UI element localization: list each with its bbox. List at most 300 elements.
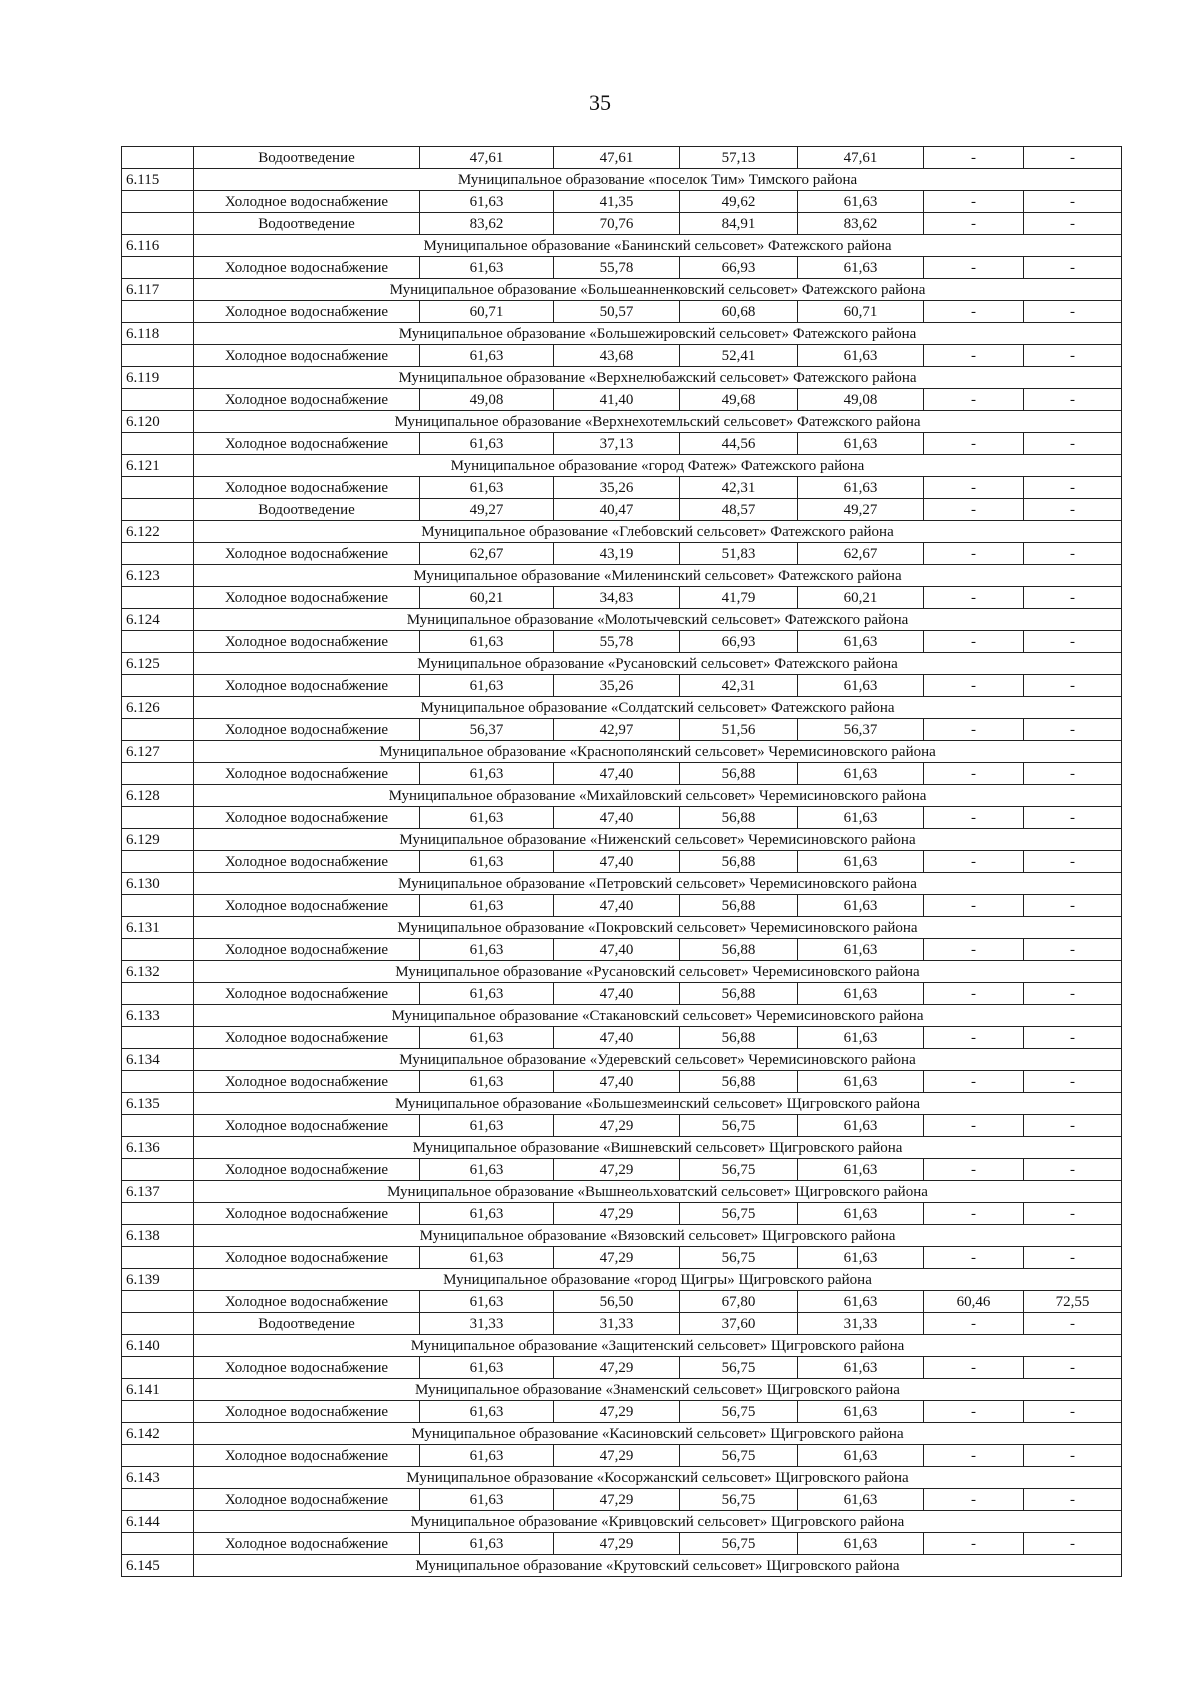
tariff-value: - (924, 345, 1024, 367)
row-number (122, 1401, 194, 1423)
tariff-value: - (924, 675, 1024, 697)
service-name: Холодное водоснабжение (194, 543, 420, 565)
tariff-value: 56,75 (680, 1445, 798, 1467)
row-number (122, 543, 194, 565)
tariff-value: 31,33 (798, 1313, 924, 1335)
tariff-value: - (924, 1203, 1024, 1225)
tariff-value: 31,33 (420, 1313, 554, 1335)
row-number (122, 433, 194, 455)
tariff-value: - (924, 543, 1024, 565)
row-number (122, 1159, 194, 1181)
tariff-value: 61,63 (420, 1027, 554, 1049)
row-number (122, 389, 194, 411)
service-row (122, 807, 1122, 829)
municipality-row (122, 653, 1122, 675)
row-number: 6.140 (122, 1335, 194, 1357)
municipality-row (122, 279, 1122, 301)
tariff-value: 61,63 (798, 433, 924, 455)
tariff-value: - (1024, 345, 1122, 367)
municipality-row (122, 1225, 1122, 1247)
tariff-value: - (924, 1445, 1024, 1467)
service-name: Холодное водоснабжение (194, 301, 420, 323)
municipality-row (122, 829, 1122, 851)
tariff-value: 61,63 (798, 1115, 924, 1137)
tariff-value: 61,63 (420, 807, 554, 829)
service-name: Холодное водоснабжение (194, 257, 420, 279)
tariff-value: 61,63 (798, 631, 924, 653)
tariff-value: 41,35 (554, 191, 680, 213)
service-row (122, 1533, 1122, 1555)
tariff-value: - (1024, 1533, 1122, 1555)
tariff-value: - (924, 1115, 1024, 1137)
municipality-row (122, 235, 1122, 257)
tariff-value: 49,27 (798, 499, 924, 521)
tariff-value: 52,41 (680, 345, 798, 367)
row-number (122, 1247, 194, 1269)
municipality-title: Муниципальное образование «Русановский сельсовет» Черемисиновского района (194, 961, 1122, 983)
tariff-value: - (1024, 939, 1122, 961)
tariff-value: - (924, 389, 1024, 411)
municipality-row (122, 1511, 1122, 1533)
row-number (122, 675, 194, 697)
municipality-row (122, 1423, 1122, 1445)
municipality-title: Муниципальное образование «Вишневский сельсовет» Щигровского района (194, 1137, 1122, 1159)
tariff-value: - (924, 301, 1024, 323)
tariff-value: - (924, 939, 1024, 961)
tariff-value: 84,91 (680, 213, 798, 235)
service-row (122, 1115, 1122, 1137)
tariff-value: 67,80 (680, 1291, 798, 1313)
service-row (122, 983, 1122, 1005)
tariff-value: - (1024, 587, 1122, 609)
service-name: Холодное водоснабжение (194, 1291, 420, 1313)
tariff-value: 56,75 (680, 1247, 798, 1269)
tariff-value: 47,29 (554, 1203, 680, 1225)
tariff-value: - (1024, 191, 1122, 213)
tariff-value: 61,63 (798, 807, 924, 829)
tariff-value: - (1024, 499, 1122, 521)
municipality-row (122, 521, 1122, 543)
municipality-title: Муниципальное образование «Ниженский сельсовет» Черемисиновского района (194, 829, 1122, 851)
municipality-title: Муниципальное образование «город Фатеж» Фатежского района (194, 455, 1122, 477)
municipality-row (122, 1555, 1122, 1577)
row-number: 6.141 (122, 1379, 194, 1401)
service-name: Холодное водоснабжение (194, 719, 420, 741)
row-number: 6.133 (122, 1005, 194, 1027)
tariff-value: 83,62 (798, 213, 924, 235)
service-row (122, 719, 1122, 741)
tariff-value: - (1024, 1357, 1122, 1379)
row-number: 6.122 (122, 521, 194, 543)
tariff-value: 61,63 (798, 1357, 924, 1379)
tariff-value: 72,55 (1024, 1291, 1122, 1313)
municipality-row (122, 917, 1122, 939)
municipality-row (122, 1093, 1122, 1115)
municipality-row (122, 411, 1122, 433)
service-name: Холодное водоснабжение (194, 675, 420, 697)
tariff-value: - (924, 631, 1024, 653)
tariff-value: 61,63 (420, 1291, 554, 1313)
tariff-value: - (1024, 807, 1122, 829)
tariff-value: 56,75 (680, 1401, 798, 1423)
tariff-value: 56,88 (680, 851, 798, 873)
tariff-value: - (924, 499, 1024, 521)
municipality-title: Муниципальное образование «Солдатский сельсовет» Фатежского района (194, 697, 1122, 719)
tariff-value: 61,63 (798, 1247, 924, 1269)
tariff-value: 49,62 (680, 191, 798, 213)
service-row (122, 1203, 1122, 1225)
tariff-value: 35,26 (554, 675, 680, 697)
tariff-value: 61,63 (420, 1115, 554, 1137)
service-row (122, 895, 1122, 917)
row-number (122, 1027, 194, 1049)
row-number: 6.124 (122, 609, 194, 631)
municipality-title: Муниципальное образование «Кривцовский сельсовет» Щигровского района (194, 1511, 1122, 1533)
tariff-value: 56,88 (680, 983, 798, 1005)
municipality-title: Муниципальное образование «Верхнелюбажский сельсовет» Фатежского района (194, 367, 1122, 389)
page-number: 35 (589, 90, 611, 115)
service-name: Холодное водоснабжение (194, 851, 420, 873)
tariff-value: 61,63 (798, 477, 924, 499)
row-number: 6.120 (122, 411, 194, 433)
municipality-row (122, 1379, 1122, 1401)
row-number (122, 895, 194, 917)
tariff-value: 47,40 (554, 807, 680, 829)
tariff-value: 66,93 (680, 257, 798, 279)
tariff-value: 34,83 (554, 587, 680, 609)
row-number (122, 719, 194, 741)
municipality-row (122, 565, 1122, 587)
tariff-value: 61,63 (420, 191, 554, 213)
service-name: Холодное водоснабжение (194, 1533, 420, 1555)
service-name: Водоотведение (194, 213, 420, 235)
tariff-value: 47,29 (554, 1489, 680, 1511)
municipality-row (122, 785, 1122, 807)
row-number (122, 213, 194, 235)
service-row (122, 499, 1122, 521)
tariff-value: - (1024, 719, 1122, 741)
tariff-value: - (1024, 1401, 1122, 1423)
tariff-value: 41,79 (680, 587, 798, 609)
municipality-title: Муниципальное образование «Защитенский сельсовет» Щигровского района (194, 1335, 1122, 1357)
service-row (122, 939, 1122, 961)
tariff-value: 47,29 (554, 1445, 680, 1467)
municipality-title: Муниципальное образование «Касиновский сельсовет» Щигровского района (194, 1423, 1122, 1445)
tariff-value: 44,56 (680, 433, 798, 455)
municipality-title: Муниципальное образование «Банинский сельсовет» Фатежского района (194, 235, 1122, 257)
tariff-value: 61,63 (798, 1203, 924, 1225)
tariff-value: 56,88 (680, 939, 798, 961)
tariff-value: - (1024, 1489, 1122, 1511)
service-name: Холодное водоснабжение (194, 939, 420, 961)
tariff-value: 61,63 (798, 1071, 924, 1093)
municipality-row (122, 1181, 1122, 1203)
municipality-title: Муниципальное образование «город Щигры» Щигровского района (194, 1269, 1122, 1291)
tariff-value: 70,76 (554, 213, 680, 235)
municipality-title: Муниципальное образование «Вязовский сельсовет» Щигровского района (194, 1225, 1122, 1247)
tariff-value: 42,97 (554, 719, 680, 741)
tariff-value: - (1024, 1159, 1122, 1181)
service-name: Холодное водоснабжение (194, 587, 420, 609)
tariff-table-body (122, 147, 1122, 1577)
municipality-title: Муниципальное образование «Крутовский сельсовет» Щигровского района (194, 1555, 1122, 1577)
tariff-value: 47,40 (554, 939, 680, 961)
row-number (122, 477, 194, 499)
municipality-row (122, 1269, 1122, 1291)
tariff-value: 61,63 (798, 895, 924, 917)
tariff-value: 43,68 (554, 345, 680, 367)
tariff-value: - (1024, 631, 1122, 653)
tariff-value: - (924, 147, 1024, 169)
tariff-value: 47,29 (554, 1533, 680, 1555)
tariff-value: 61,63 (798, 983, 924, 1005)
tariff-value: 47,40 (554, 851, 680, 873)
row-number (122, 807, 194, 829)
tariff-value: - (924, 587, 1024, 609)
tariff-value: 61,63 (798, 1027, 924, 1049)
municipality-title: Муниципальное образование «Глебовский сельсовет» Фатежского района (194, 521, 1122, 543)
municipality-title: Муниципальное образование «Знаменский сельсовет» Щигровского района (194, 1379, 1122, 1401)
service-row (122, 1445, 1122, 1467)
tariff-value: 61,63 (798, 675, 924, 697)
tariff-value: 61,63 (420, 433, 554, 455)
row-number (122, 1203, 194, 1225)
municipality-title: Муниципальное образование «Покровский сельсовет» Черемисиновского района (194, 917, 1122, 939)
tariff-value: 49,27 (420, 499, 554, 521)
service-row (122, 1291, 1122, 1313)
tariff-value: 56,37 (420, 719, 554, 741)
municipality-row (122, 323, 1122, 345)
row-number (122, 1445, 194, 1467)
municipality-row (122, 169, 1122, 191)
tariff-value: 66,93 (680, 631, 798, 653)
tariff-value: 56,88 (680, 1071, 798, 1093)
municipality-row (122, 455, 1122, 477)
municipality-title: Муниципальное образование «Большежировский сельсовет» Фатежского района (194, 323, 1122, 345)
service-name: Холодное водоснабжение (194, 983, 420, 1005)
tariff-value: 60,71 (798, 301, 924, 323)
service-row (122, 763, 1122, 785)
municipality-title: Муниципальное образование «Стакановский сельсовет» Черемисиновского района (194, 1005, 1122, 1027)
row-number: 6.126 (122, 697, 194, 719)
tariff-value: 61,63 (420, 1203, 554, 1225)
tariff-value: - (1024, 983, 1122, 1005)
row-number: 6.132 (122, 961, 194, 983)
tariff-value: 47,29 (554, 1247, 680, 1269)
municipality-row (122, 741, 1122, 763)
tariff-value: - (1024, 851, 1122, 873)
tariff-value: 56,75 (680, 1115, 798, 1137)
tariff-value: - (1024, 213, 1122, 235)
tariff-value: - (924, 257, 1024, 279)
row-number (122, 1357, 194, 1379)
row-number (122, 499, 194, 521)
tariff-value: 61,63 (798, 1445, 924, 1467)
tariff-value: 56,50 (554, 1291, 680, 1313)
service-row (122, 543, 1122, 565)
tariff-value: 61,63 (798, 763, 924, 785)
municipality-row (122, 1049, 1122, 1071)
service-name: Холодное водоснабжение (194, 389, 420, 411)
tariff-value: 56,88 (680, 1027, 798, 1049)
row-number: 6.135 (122, 1093, 194, 1115)
service-name: Холодное водоснабжение (194, 1203, 420, 1225)
service-row (122, 1159, 1122, 1181)
tariff-value: - (1024, 147, 1122, 169)
tariff-value: 61,63 (798, 1401, 924, 1423)
service-row (122, 257, 1122, 279)
tariff-value: - (1024, 1247, 1122, 1269)
row-number: 6.139 (122, 1269, 194, 1291)
row-number: 6.121 (122, 455, 194, 477)
municipality-title: Муниципальное образование «Михайловский сельсовет» Черемисиновского района (194, 785, 1122, 807)
tariff-value: 41,40 (554, 389, 680, 411)
row-number (122, 191, 194, 213)
tariff-value: 47,40 (554, 1027, 680, 1049)
service-row (122, 1357, 1122, 1379)
municipality-row (122, 367, 1122, 389)
tariff-value: 49,08 (798, 389, 924, 411)
tariff-value: - (924, 807, 1024, 829)
tariff-value: 61,63 (420, 675, 554, 697)
tariff-value: 56,75 (680, 1489, 798, 1511)
tariff-value: - (1024, 1445, 1122, 1467)
tariff-value: 61,63 (420, 1071, 554, 1093)
tariff-value: 56,88 (680, 807, 798, 829)
tariff-value: - (924, 1071, 1024, 1093)
tariff-value: - (924, 1159, 1024, 1181)
tariff-table (121, 146, 1122, 1577)
tariff-value: 61,63 (420, 1159, 554, 1181)
tariff-value: 37,13 (554, 433, 680, 455)
tariff-value: 56,88 (680, 895, 798, 917)
service-row (122, 1489, 1122, 1511)
tariff-value: - (924, 719, 1024, 741)
municipality-title: Муниципальное образование «Молотычевский сельсовет» Фатежского района (194, 609, 1122, 631)
tariff-value: - (1024, 301, 1122, 323)
service-name: Водоотведение (194, 147, 420, 169)
service-name: Холодное водоснабжение (194, 1357, 420, 1379)
service-name: Холодное водоснабжение (194, 1115, 420, 1137)
service-row (122, 213, 1122, 235)
service-name: Холодное водоснабжение (194, 631, 420, 653)
tariff-value: 61,63 (798, 1159, 924, 1181)
row-number (122, 147, 194, 169)
row-number (122, 1115, 194, 1137)
tariff-value: 47,29 (554, 1401, 680, 1423)
tariff-value: 60,68 (680, 301, 798, 323)
tariff-value: 61,63 (798, 851, 924, 873)
service-name: Холодное водоснабжение (194, 763, 420, 785)
municipality-title: Муниципальное образование «Петровский сельсовет» Черемисиновского района (194, 873, 1122, 895)
tariff-value: - (1024, 763, 1122, 785)
row-number (122, 1489, 194, 1511)
row-number: 6.115 (122, 169, 194, 191)
tariff-value: 61,63 (798, 1533, 924, 1555)
tariff-value: 61,63 (798, 939, 924, 961)
tariff-value: 61,63 (420, 983, 554, 1005)
tariff-value: - (924, 213, 1024, 235)
municipality-row (122, 1335, 1122, 1357)
tariff-value: - (924, 895, 1024, 917)
municipality-title: Муниципальное образование «Миленинский сельсовет» Фатежского района (194, 565, 1122, 587)
service-name: Холодное водоснабжение (194, 477, 420, 499)
service-name: Водоотведение (194, 1313, 420, 1335)
tariff-value: 61,63 (420, 345, 554, 367)
tariff-value: 51,83 (680, 543, 798, 565)
tariff-value: - (1024, 1313, 1122, 1335)
row-number (122, 631, 194, 653)
tariff-value: 47,40 (554, 1071, 680, 1093)
tariff-value: 60,46 (924, 1291, 1024, 1313)
row-number: 6.144 (122, 1511, 194, 1533)
municipality-row (122, 609, 1122, 631)
tariff-value: 47,61 (798, 147, 924, 169)
tariff-value: 49,68 (680, 389, 798, 411)
service-row (122, 631, 1122, 653)
service-name: Холодное водоснабжение (194, 1247, 420, 1269)
service-row (122, 433, 1122, 455)
tariff-value: 61,63 (420, 1247, 554, 1269)
tariff-value: - (1024, 1203, 1122, 1225)
row-number (122, 939, 194, 961)
tariff-value: 61,63 (798, 1291, 924, 1313)
tariff-value: - (1024, 675, 1122, 697)
municipality-row (122, 1137, 1122, 1159)
row-number: 6.137 (122, 1181, 194, 1203)
tariff-value: 42,31 (680, 675, 798, 697)
row-number: 6.143 (122, 1467, 194, 1489)
tariff-value: 40,47 (554, 499, 680, 521)
municipality-title: Муниципальное образование «Вышнеольховатский сельсовет» Щигровского района (194, 1181, 1122, 1203)
tariff-value: 83,62 (420, 213, 554, 235)
tariff-value: 57,13 (680, 147, 798, 169)
row-number (122, 587, 194, 609)
tariff-value: - (1024, 257, 1122, 279)
tariff-value: - (924, 1401, 1024, 1423)
service-row (122, 389, 1122, 411)
tariff-value: - (924, 1489, 1024, 1511)
tariff-value: 47,40 (554, 763, 680, 785)
tariff-value: 42,31 (680, 477, 798, 499)
tariff-value: 55,78 (554, 631, 680, 653)
row-number (122, 345, 194, 367)
row-number (122, 1313, 194, 1335)
tariff-value: 31,33 (554, 1313, 680, 1335)
municipality-title: Муниципальное образование «Большеанненковский сельсовет» Фатежского района (194, 279, 1122, 301)
tariff-value: 62,67 (798, 543, 924, 565)
tariff-value: 47,40 (554, 983, 680, 1005)
tariff-value: 60,71 (420, 301, 554, 323)
service-name: Холодное водоснабжение (194, 1159, 420, 1181)
municipality-row (122, 1005, 1122, 1027)
row-number: 6.130 (122, 873, 194, 895)
row-number (122, 851, 194, 873)
tariff-value: 35,26 (554, 477, 680, 499)
service-row (122, 301, 1122, 323)
row-number: 6.127 (122, 741, 194, 763)
service-row (122, 675, 1122, 697)
tariff-value: - (924, 851, 1024, 873)
row-number: 6.128 (122, 785, 194, 807)
tariff-value: - (1024, 433, 1122, 455)
row-number (122, 1071, 194, 1093)
service-name: Холодное водоснабжение (194, 895, 420, 917)
tariff-value: 61,63 (420, 631, 554, 653)
tariff-value: 60,21 (798, 587, 924, 609)
tariff-value: 61,63 (420, 1357, 554, 1379)
row-number: 6.145 (122, 1555, 194, 1577)
